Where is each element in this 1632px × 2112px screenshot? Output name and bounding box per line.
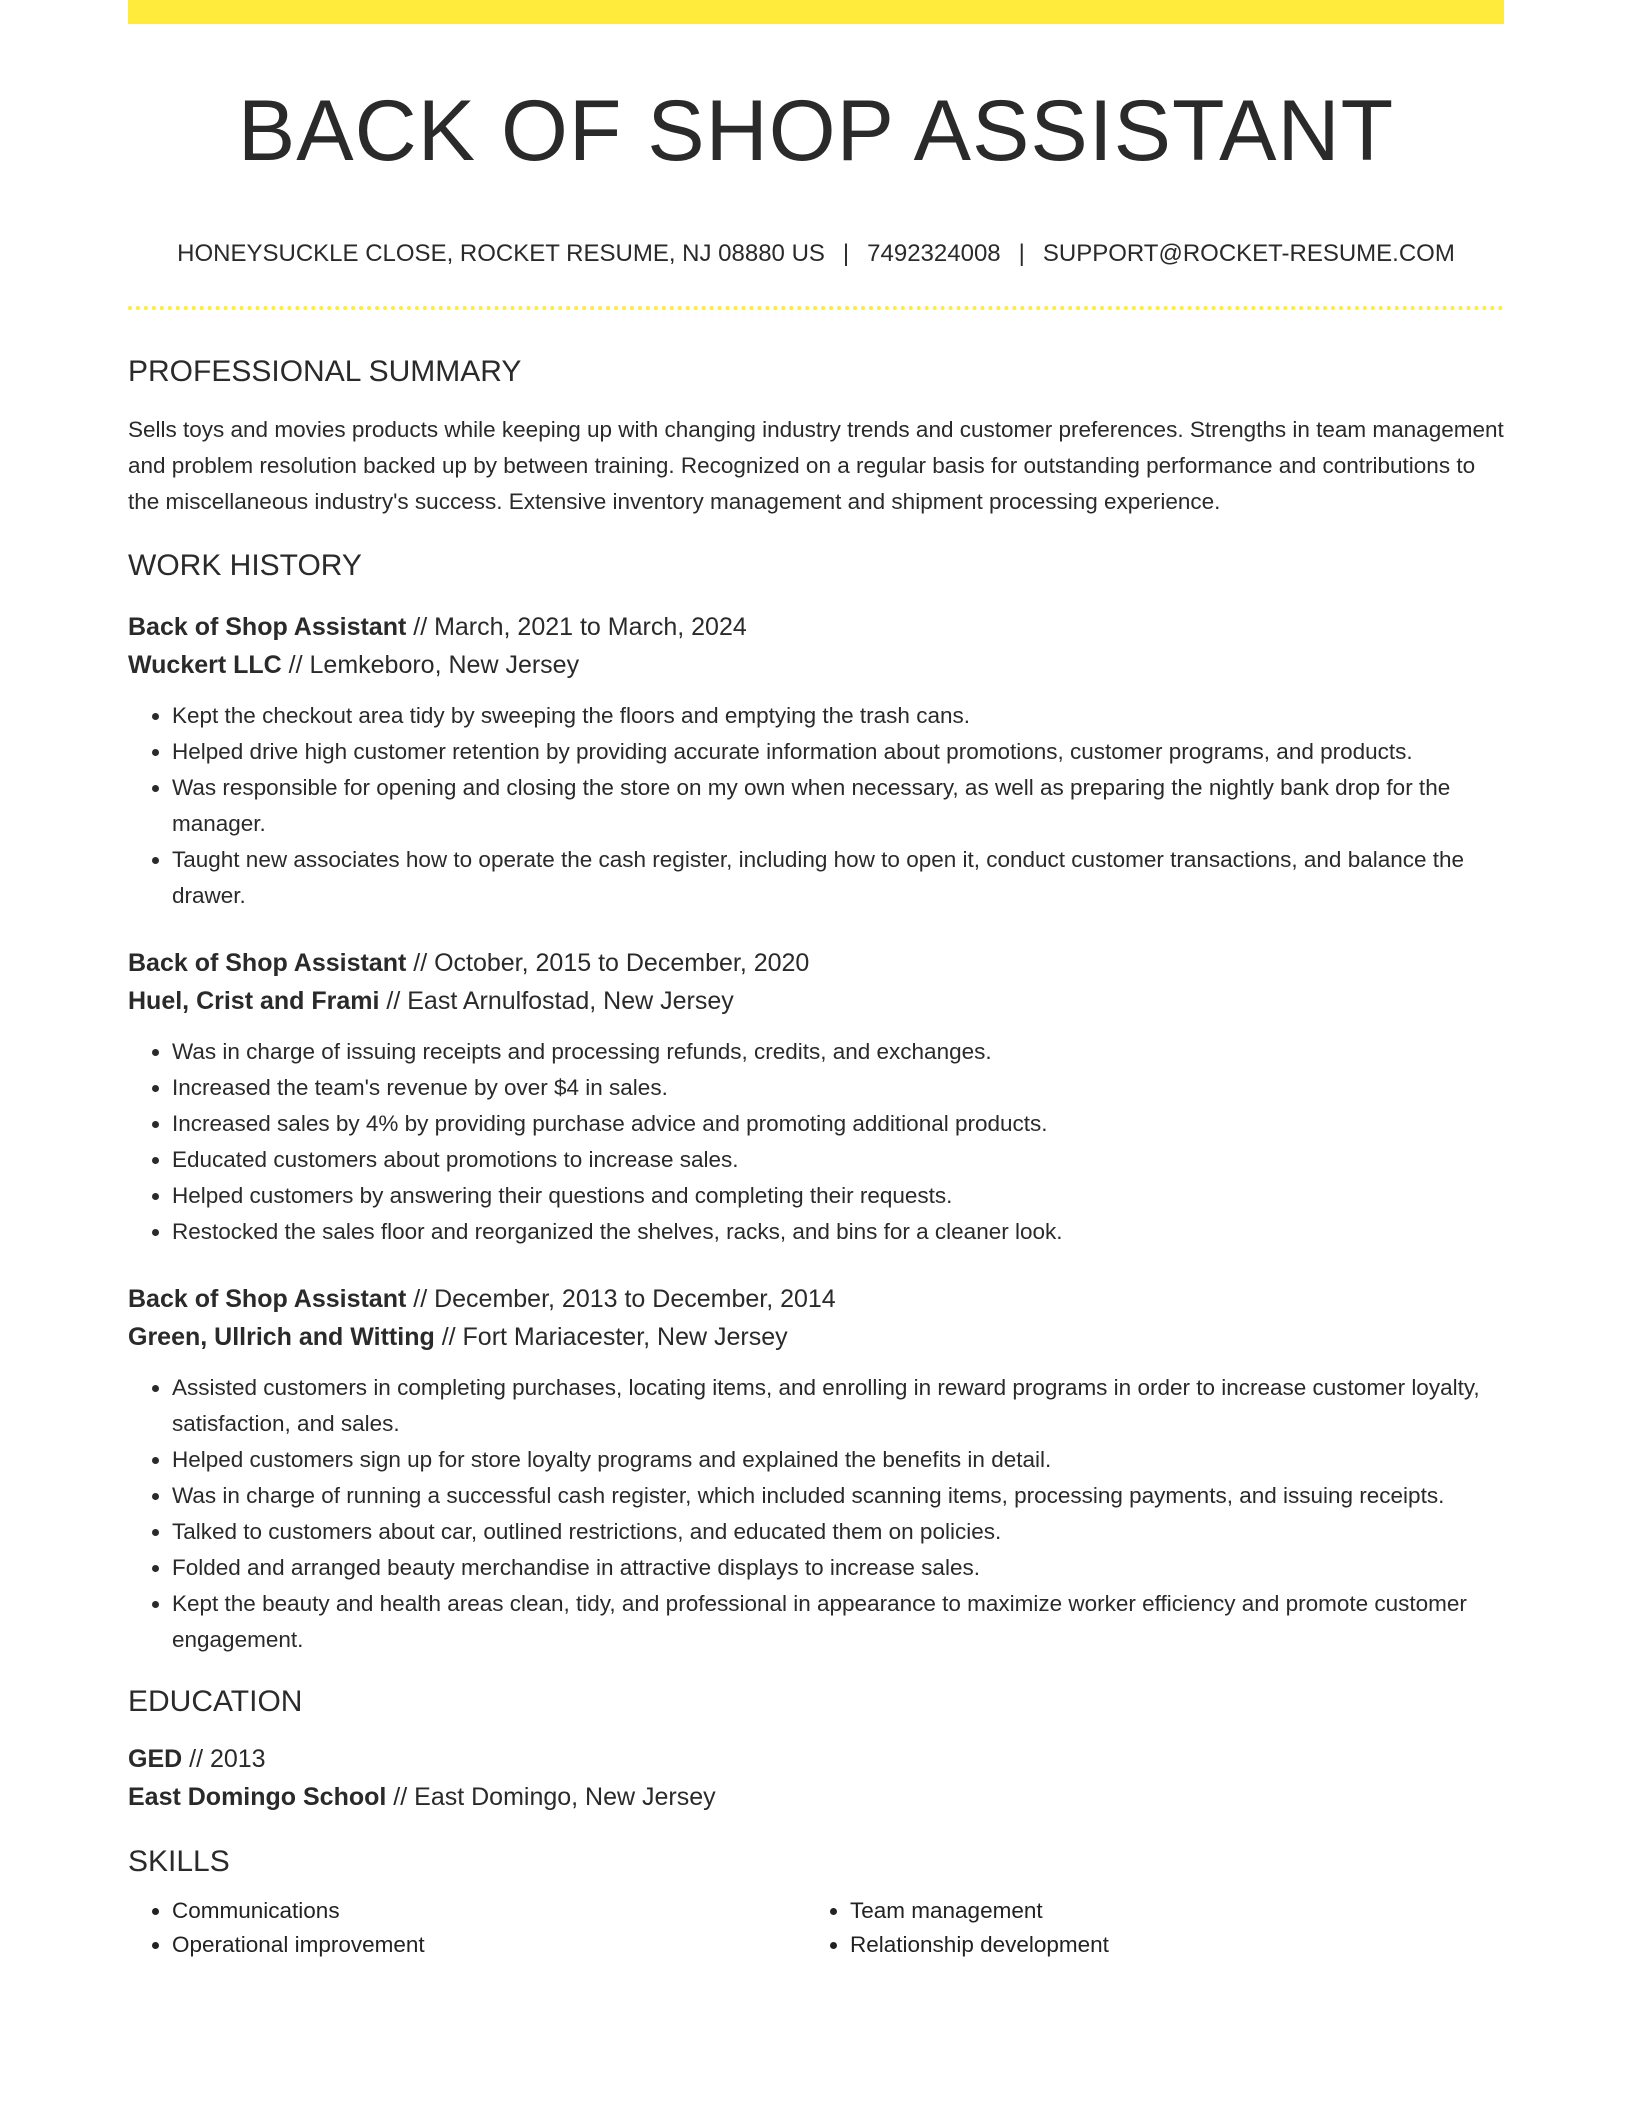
job-title-line bbox=[128, 1280, 1504, 1318]
resume-page bbox=[128, 0, 1504, 1962]
job-duty: • Was in charge of issuing receipts and processing refunds, credits, and exchanges. bbox=[172, 1034, 1504, 1070]
job-title-line bbox=[128, 944, 1504, 982]
contact-line bbox=[128, 240, 1504, 269]
job-company: Green, Ullrich and Witting bbox=[128, 1322, 435, 1351]
contact-separator: | bbox=[842, 240, 850, 267]
job-entry bbox=[128, 608, 1504, 914]
job-dates: // October, 2015 to December, 2020 bbox=[406, 948, 810, 977]
job-duty: • Helped customers by answering their questions and completing their requests. bbox=[172, 1178, 1504, 1214]
skills-columns bbox=[128, 1894, 1504, 1962]
skills-list-left bbox=[128, 1894, 806, 1962]
job-duty: • Talked to customers about car, outlined restrictions, and educated them on policies. bbox=[172, 1514, 1504, 1550]
top-accent-bar bbox=[128, 0, 1504, 24]
job-role: Back of Shop Assistant bbox=[128, 1284, 407, 1313]
job-entry bbox=[128, 944, 1504, 1250]
job-duty: • Restocked the sales floor and reorganized the shelves, racks, and bins for a cleaner look. bbox=[172, 1214, 1504, 1250]
job-duty: • Increased sales by 4% by providing purchase advice and promoting additional products. bbox=[172, 1106, 1504, 1142]
job-duty: • Assisted customers in completing purchases, locating items, and enrolling in reward programs in order to increase customer loyalty, satisfaction, and sales. bbox=[172, 1370, 1504, 1442]
job-location: // East Arnulfostad, New Jersey bbox=[379, 986, 734, 1015]
job-duty: • Folded and arranged beauty merchandise in attractive displays to increase sales. bbox=[172, 1550, 1504, 1586]
job-title-line bbox=[128, 608, 1504, 646]
education-location: // East Domingo, New Jersey bbox=[386, 1782, 716, 1811]
job-role: Back of Shop Assistant bbox=[128, 612, 407, 641]
education-degree: GED bbox=[128, 1744, 183, 1773]
job-duties-list bbox=[128, 1370, 1504, 1658]
job-duties-list bbox=[128, 1034, 1504, 1250]
job-company: Wuckert LLC bbox=[128, 650, 282, 679]
job-duty: • Increased the team's revenue by over $4 in sales. bbox=[172, 1070, 1504, 1106]
education-heading: EDUCATION bbox=[128, 1684, 303, 1718]
job-duty: • Helped drive high customer retention by providing accurate information about promotions, customer programs, and products. bbox=[172, 734, 1504, 770]
job-entry bbox=[128, 1280, 1504, 1658]
contact-email: SUPPORT@ROCKET-RESUME.COM bbox=[1042, 240, 1455, 267]
skills-list-right bbox=[806, 1894, 1484, 1962]
work-history-heading: WORK HISTORY bbox=[128, 548, 362, 582]
job-duty: • Taught new associates how to operate the cash register, including how to open it, conduct customer transactions, and balance the drawer. bbox=[172, 842, 1504, 914]
skill-item: • Operational improvement bbox=[172, 1928, 806, 1962]
skills-heading: SKILLS bbox=[128, 1844, 230, 1878]
summary-heading: PROFESSIONAL SUMMARY bbox=[128, 354, 522, 388]
job-location: // Fort Mariacester, New Jersey bbox=[434, 1322, 788, 1351]
job-duty: • Helped customers sign up for store loyalty programs and explained the benefits in detail. bbox=[172, 1442, 1504, 1478]
summary-text: Sells toys and movies products while keeping up with changing industry trends and customer preferences. Strengths in team management and problem resolution backed up by between training. Recognized on a regular basis for outstanding performance and contributions to the miscellaneous industry's success. Extensive inventory management and shipment processing experience. bbox=[128, 416, 1504, 514]
job-dates: // December, 2013 to December, 2014 bbox=[406, 1284, 836, 1313]
skill-item: • Team management bbox=[850, 1894, 1484, 1928]
job-duties-list bbox=[128, 698, 1504, 914]
job-company-line bbox=[128, 982, 1504, 1020]
education-degree-line bbox=[128, 1740, 1504, 1778]
job-company: Huel, Crist and Frami bbox=[128, 986, 380, 1015]
contact-phone: 7492324008 bbox=[867, 240, 1001, 267]
job-role: Back of Shop Assistant bbox=[128, 948, 407, 977]
education-entry bbox=[128, 1740, 1504, 1816]
resume-name-title: BACK OF SHOP ASSISTANT bbox=[237, 83, 1395, 179]
job-duty: • Was in charge of running a successful cash register, which included scanning items, processing payments, and issuing receipts. bbox=[172, 1478, 1504, 1514]
contact-separator: | bbox=[1018, 240, 1025, 267]
job-company-line bbox=[128, 646, 1504, 684]
job-dates: // March, 2021 to March, 2024 bbox=[406, 612, 747, 641]
education-school-line bbox=[128, 1778, 1504, 1816]
job-company-line bbox=[128, 1318, 1504, 1356]
contact-address: HONEYSUCKLE CLOSE, ROCKET RESUME, NJ 08880 US bbox=[177, 240, 825, 267]
skill-item: • Relationship development bbox=[850, 1928, 1484, 1962]
job-duty: • Kept the beauty and health areas clean, tidy, and professional in appearance to maximize worker efficiency and promote customer engagement. bbox=[172, 1586, 1504, 1658]
job-duty: • Was responsible for opening and closing the store on my own when necessary, as well as preparing the nightly bank drop for the manager. bbox=[172, 770, 1504, 842]
header-divider bbox=[128, 306, 1504, 310]
skill-item: • Communications bbox=[172, 1894, 806, 1928]
job-duty: • Kept the checkout area tidy by sweeping the floors and emptying the trash cans. bbox=[172, 698, 1504, 734]
job-location: // Lemkeboro, New Jersey bbox=[281, 650, 580, 679]
education-year: // 2013 bbox=[182, 1744, 266, 1773]
education-school: East Domingo School bbox=[128, 1782, 387, 1811]
job-duty: • Educated customers about promotions to increase sales. bbox=[172, 1142, 1504, 1178]
